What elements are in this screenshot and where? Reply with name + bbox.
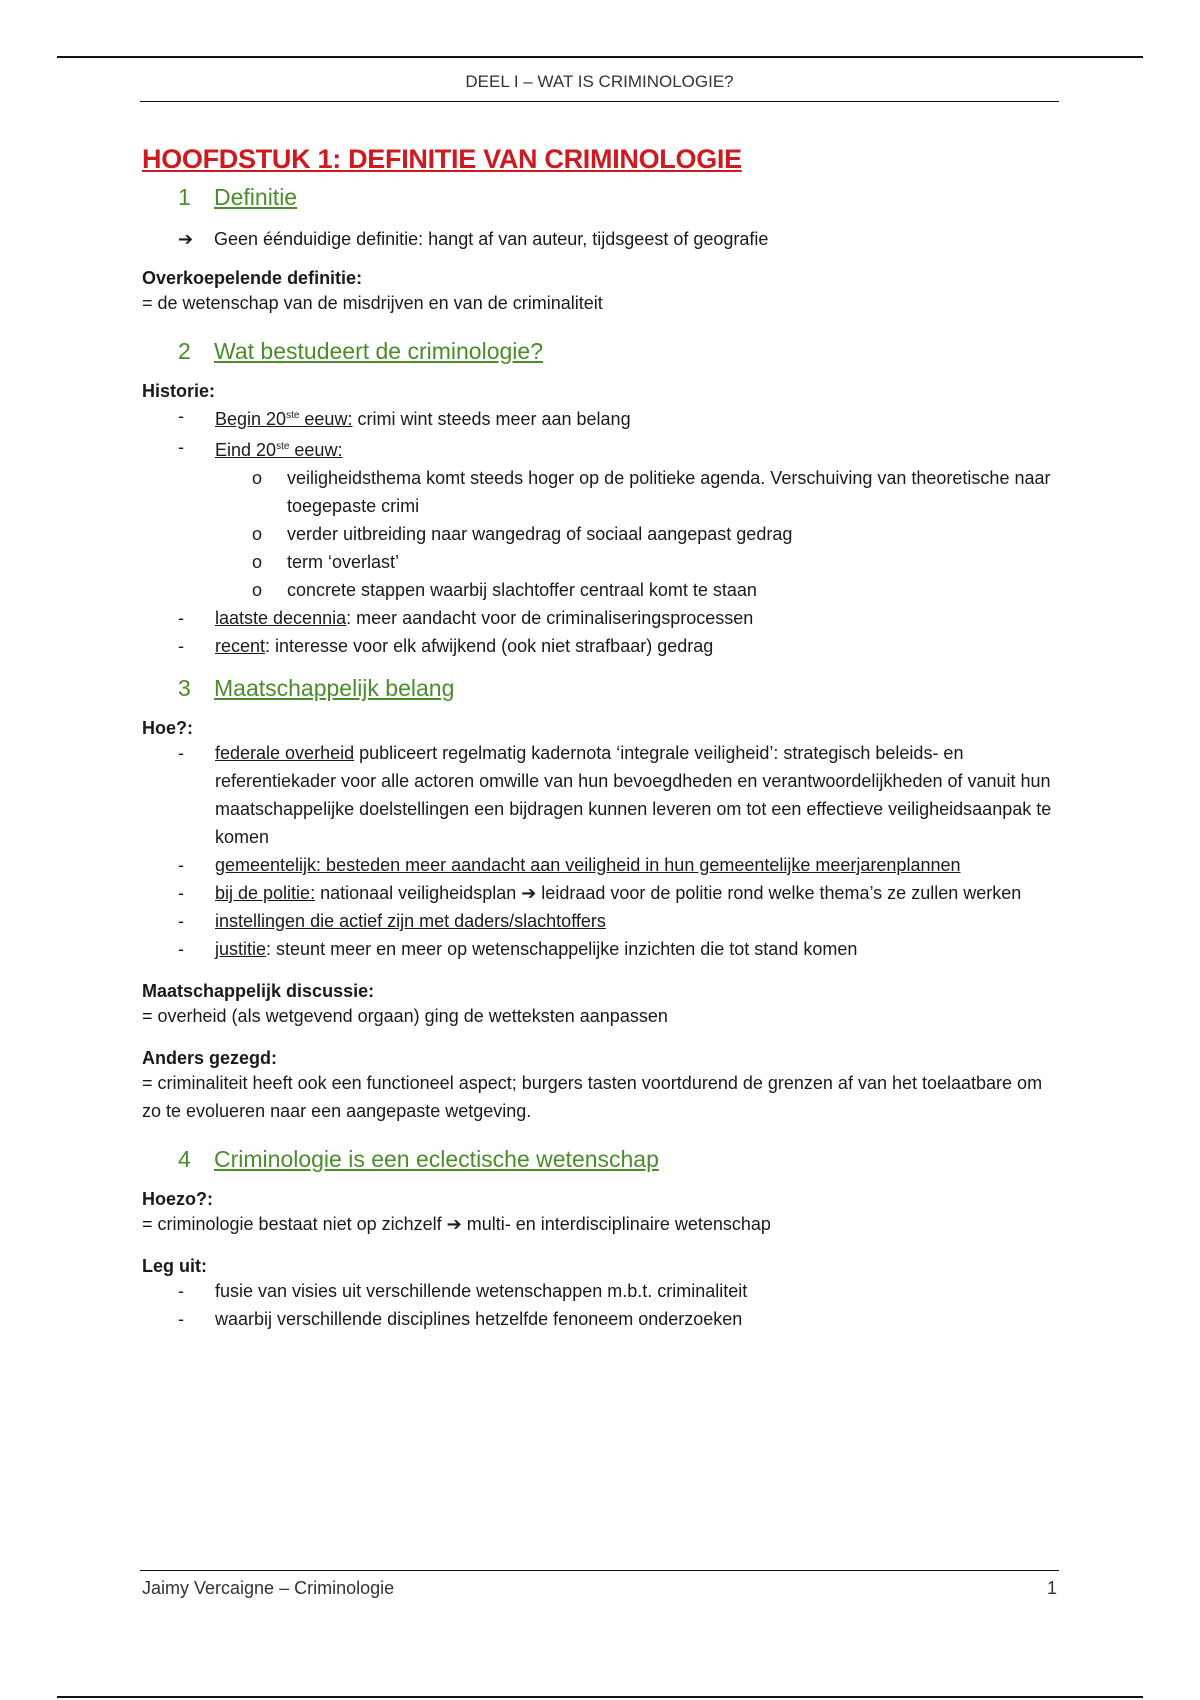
list-item: o concrete stappen waarbij slachtoffer centraal komt te staan <box>142 576 1062 604</box>
arrow-right-icon: ➔ <box>178 229 194 249</box>
arrow-note-text: Geen éénduidige definitie: hangt af van auteur, tijdsgeest of geografie <box>214 229 769 249</box>
list-item: - justitie: steunt meer en meer op wetenschappelijke inzichten die tot stand komen <box>142 935 1062 963</box>
section-title: Definitie <box>214 183 298 210</box>
hoezo-label: Hoezo?: <box>142 1189 213 1209</box>
list-item: - bij de politie: nationaal veiligheidsplan ➔ leidraad voor de politie rond welke thema’s ze zullen werken <box>142 879 1062 907</box>
historie-list-continued <box>142 604 1062 660</box>
hoe-list <box>142 739 1062 963</box>
footer-rule <box>140 1570 1059 1571</box>
list-item: - fusie van visies uit verschillende wetenschappen m.b.t. criminaliteit <box>142 1277 1062 1305</box>
footer-author: Jaimy Vercaigne – Criminologie <box>142 1578 395 1598</box>
historie-label: Historie: <box>142 381 216 401</box>
section-number: 3 <box>178 674 191 701</box>
discussie-text: = overheid (als wetgevend orgaan) ging de wetteksten aanpassen <box>142 1006 668 1026</box>
header-rule <box>140 101 1059 102</box>
list-item: - waarbij verschillende disciplines hetzelfde fenoneem onderzoeken <box>142 1305 1062 1333</box>
hoezo-text: = criminologie bestaat niet op zichzelf ➔ multi- en interdisciplinaire wetenschap <box>142 1214 771 1234</box>
list-item: - Begin 20ste eeuw: crimi wint steeds meer aan belang <box>142 402 1062 433</box>
section-3-heading <box>178 668 1062 708</box>
section-2-heading <box>178 331 1062 371</box>
historie-list <box>142 402 1062 464</box>
section-4-heading <box>178 1139 1062 1179</box>
section-number: 4 <box>178 1145 191 1172</box>
page-header: DEEL I – WAT IS CRIMINOLOGIE? <box>465 72 734 91</box>
section-title: Criminologie is een eclectische wetenschap <box>214 1145 659 1172</box>
page-content <box>142 144 1062 1333</box>
section-title: Maatschappelijk belang <box>214 674 455 701</box>
chapter-title: HOOFDSTUK 1: DEFINITIE VAN CRIMINOLOGIE <box>142 144 742 174</box>
list-item: - instellingen die actief zijn met daders/slachtoffers <box>142 907 1062 935</box>
list-item: - Eind 20ste eeuw: <box>142 433 1062 464</box>
arrow-note <box>178 229 1062 250</box>
list-item: - federale overheid publiceert regelmatig kadernota ‘integrale veiligheid’: strategisch beleids- en referentiekader voor alle actoren omwille van hun bevoegdheden en verantwoordelijkheden of vanuit hun maatschappelijke doelstellingen een bijdragen kunnen leveren om tot een effectieve veiligheidsaanpak te komen <box>142 739 1062 851</box>
section-number: 1 <box>178 183 191 210</box>
list-item: - recent: interesse voor elk afwijkend (ook niet strafbaar) gedrag <box>142 632 1062 660</box>
list-item: - laatste decennia: meer aandacht voor de criminaliseringsprocessen <box>142 604 1062 632</box>
list-item: - gemeentelijk: besteden meer aandacht aan veiligheid in hun gemeentelijke meerjarenplannen <box>142 851 1062 879</box>
section-title: Wat bestudeert de criminologie? <box>214 337 543 364</box>
leg-uit-label: Leg uit: <box>142 1256 207 1276</box>
section-number: 2 <box>178 337 191 364</box>
anders-gezegd-text: = criminaliteit heeft ook een functioneel aspect; burgers tasten voortdurend de grenzen af van het toelaatbare om zo te evolueren naar een aangepaste wetgeving. <box>142 1073 1043 1121</box>
page-number: 1 <box>1046 1578 1057 1598</box>
list-item: o term ‘overlast’ <box>142 548 1062 576</box>
leg-uit-list <box>142 1277 1062 1333</box>
definition-label: Overkoepelende definitie: <box>142 268 363 288</box>
historie-sublist <box>142 464 1062 604</box>
bottom-page-rule <box>57 1696 1143 1698</box>
section-1-heading <box>178 177 1062 217</box>
list-item: o verder uitbreiding naar wangedrag of sociaal aangepast gedrag <box>142 520 1062 548</box>
definition-text: = de wetenschap van de misdrijven en van de criminaliteit <box>142 293 603 313</box>
top-page-rule <box>57 56 1143 58</box>
discussie-label: Maatschappelijk discussie: <box>142 981 375 1001</box>
anders-gezegd-label: Anders gezegd: <box>142 1048 278 1068</box>
list-item: o veiligheidsthema komt steeds hoger op de politieke agenda. Verschuiving van theoretische naar toegepaste crimi <box>142 464 1062 520</box>
hoe-label: Hoe?: <box>142 718 193 738</box>
